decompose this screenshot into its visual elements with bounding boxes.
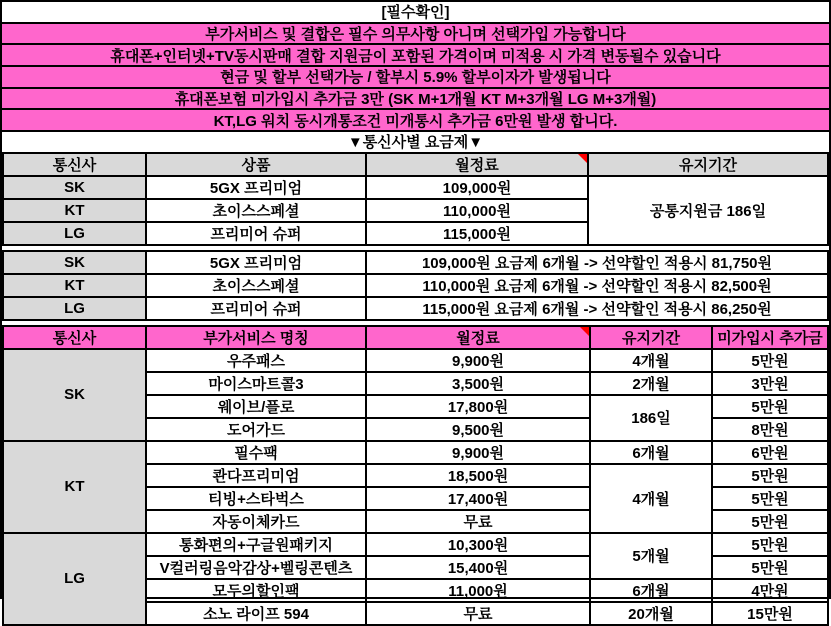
- addon-price-cell: 11,000원: [366, 579, 590, 602]
- table-row: [3, 274, 828, 297]
- notice-row: 현금 및 할부 선택가능 / 할부시 5.9% 할부이자가 발생됩니다: [2, 67, 829, 89]
- price-cell: 109,000원: [366, 176, 588, 199]
- addon-header-fee: 미가입시 추가금: [712, 326, 828, 349]
- period-cell: 5개월: [590, 533, 712, 579]
- addon-header-price-label: 월정료: [456, 329, 500, 347]
- notice-row: 휴대폰보험 미가입시 추가금 3만 (SK M+1개월 KT M+3개월 LG M+3개월): [2, 89, 829, 111]
- carrier-cell: LG: [3, 222, 146, 245]
- addon-price-cell: 17,800원: [366, 395, 590, 418]
- period-cell: 186일: [590, 395, 712, 441]
- notice-row: KT,LG 워치 동시개통조건 미개통시 추가금 6만원 발생 합니다.: [2, 110, 829, 132]
- fee-cell: 5만원: [712, 487, 828, 510]
- table-row: [3, 297, 828, 320]
- addon-header-price: [366, 326, 590, 349]
- period-cell: 20개월: [590, 602, 712, 625]
- addon-header-carrier: 통신사: [3, 326, 146, 349]
- addon-header-name: 부가서비스 명칭: [146, 326, 366, 349]
- addon-name-cell: 소노 라이프 594: [146, 602, 366, 625]
- table-row: [3, 176, 828, 199]
- addon-price-cell: 무료: [366, 602, 590, 625]
- addon-price-cell: 무료: [366, 510, 590, 533]
- addon-name-cell: 도어가드: [146, 418, 366, 441]
- period-cell: 4개월: [590, 464, 712, 533]
- addon-name-cell: 마이스마트콜3: [146, 372, 366, 395]
- section-title: ▼통신사별 요금제▼: [2, 132, 829, 152]
- fee-cell: 8만원: [712, 418, 828, 441]
- plan-header-retention: 유지기간: [588, 153, 828, 176]
- carrier-cell: SK: [3, 349, 146, 441]
- addon-price-cell: 9,900원: [366, 349, 590, 372]
- product-cell: 5GX 프리미엄: [146, 176, 366, 199]
- addon-name-cell: 필수팩: [146, 441, 366, 464]
- fee-cell: 5만원: [712, 464, 828, 487]
- table-row: [3, 441, 828, 464]
- addon-header-row: [3, 326, 828, 349]
- fee-cell: 3만원: [712, 372, 828, 395]
- product-cell: 초이스스페셜: [146, 199, 366, 222]
- notice-row: 휴대폰+인터넷+TV동시판매 결합 지원금이 포함된 가격이며 미적용 시 가격 변동될수 있습니다: [2, 45, 829, 67]
- period-cell: 6개월: [590, 579, 712, 602]
- carrier-cell: LG: [3, 533, 146, 625]
- carrier-cell: SK: [3, 176, 146, 199]
- addon-name-cell: 통화편의+구글원패키지: [146, 533, 366, 556]
- fee-cell: 15만원: [712, 602, 828, 625]
- addon-price-cell: 15,400원: [366, 556, 590, 579]
- addon-price-cell: 3,500원: [366, 372, 590, 395]
- addon-name-cell: 티빙+스타벅스: [146, 487, 366, 510]
- carrier-cell: KT: [3, 274, 146, 297]
- addon-name-cell: V컬러링음악감상+벨링콘텐츠: [146, 556, 366, 579]
- banner-title: [필수확인]: [2, 2, 829, 24]
- fee-cell: 5만원: [712, 533, 828, 556]
- product-cell: 프리미어 슈퍼: [146, 297, 366, 320]
- period-cell: 4개월: [590, 349, 712, 372]
- addon-name-cell: 웨이브/플로: [146, 395, 366, 418]
- table-row: [3, 349, 828, 372]
- discount-detail-cell: 110,000원 요금제 6개월 -> 선약할인 적용시 82,500원: [366, 274, 828, 297]
- fee-cell: 6만원: [712, 441, 828, 464]
- fee-cell: 5만원: [712, 395, 828, 418]
- discount-detail-cell: 115,000원 요금제 6개월 -> 선약할인 적용시 86,250원: [366, 297, 828, 320]
- product-cell: 프리미어 슈퍼: [146, 222, 366, 245]
- fee-cell: 5만원: [712, 349, 828, 372]
- addon-name-cell: 우주패스: [146, 349, 366, 372]
- addon-name-cell: 콴다프리미엄: [146, 464, 366, 487]
- price-cell: 115,000원: [366, 222, 588, 245]
- price-cell: 110,000원: [366, 199, 588, 222]
- fee-cell: 4만원: [712, 579, 828, 602]
- carrier-cell: KT: [3, 199, 146, 222]
- period-cell: 2개월: [590, 372, 712, 395]
- addon-price-cell: 10,300원: [366, 533, 590, 556]
- period-cell: 6개월: [590, 441, 712, 464]
- fee-cell: 5만원: [712, 510, 828, 533]
- plan-header-price: [366, 153, 588, 176]
- plan-header-price-label: 월정료: [455, 156, 499, 174]
- plan-table: [2, 152, 829, 246]
- plan-header-row: [3, 153, 828, 176]
- addon-name-cell: 모두의할인팩: [146, 579, 366, 602]
- carrier-cell: KT: [3, 441, 146, 533]
- table-row: [3, 533, 828, 556]
- retention-cell: 공통지원금 186일: [588, 176, 828, 245]
- plan-header-carrier: 통신사: [3, 153, 146, 176]
- plan-header-product: 상품: [146, 153, 366, 176]
- product-cell: 5GX 프리미엄: [146, 251, 366, 274]
- discount-table: [2, 250, 829, 321]
- addon-price-cell: 17,400원: [366, 487, 590, 510]
- fee-cell: 5만원: [712, 556, 828, 579]
- addon-price-cell: 18,500원: [366, 464, 590, 487]
- addon-price-cell: 9,900원: [366, 441, 590, 464]
- addon-header-period: 유지기간: [590, 326, 712, 349]
- carrier-cell: SK: [3, 251, 146, 274]
- product-cell: 초이스스페셜: [146, 274, 366, 297]
- addon-price-cell: 9,500원: [366, 418, 590, 441]
- discount-detail-cell: 109,000원 요금제 6개월 -> 선약할인 적용시 81,750원: [366, 251, 828, 274]
- addon-name-cell: 자동이체카드: [146, 510, 366, 533]
- carrier-cell: LG: [3, 297, 146, 320]
- notice-row: 부가서비스 및 결합은 필수 의무사항 아니며 선택가입 가능합니다: [2, 24, 829, 46]
- note-marker-icon: [580, 327, 589, 336]
- note-marker-icon: [578, 154, 587, 163]
- addon-table: [2, 325, 829, 626]
- table-row: [3, 251, 828, 274]
